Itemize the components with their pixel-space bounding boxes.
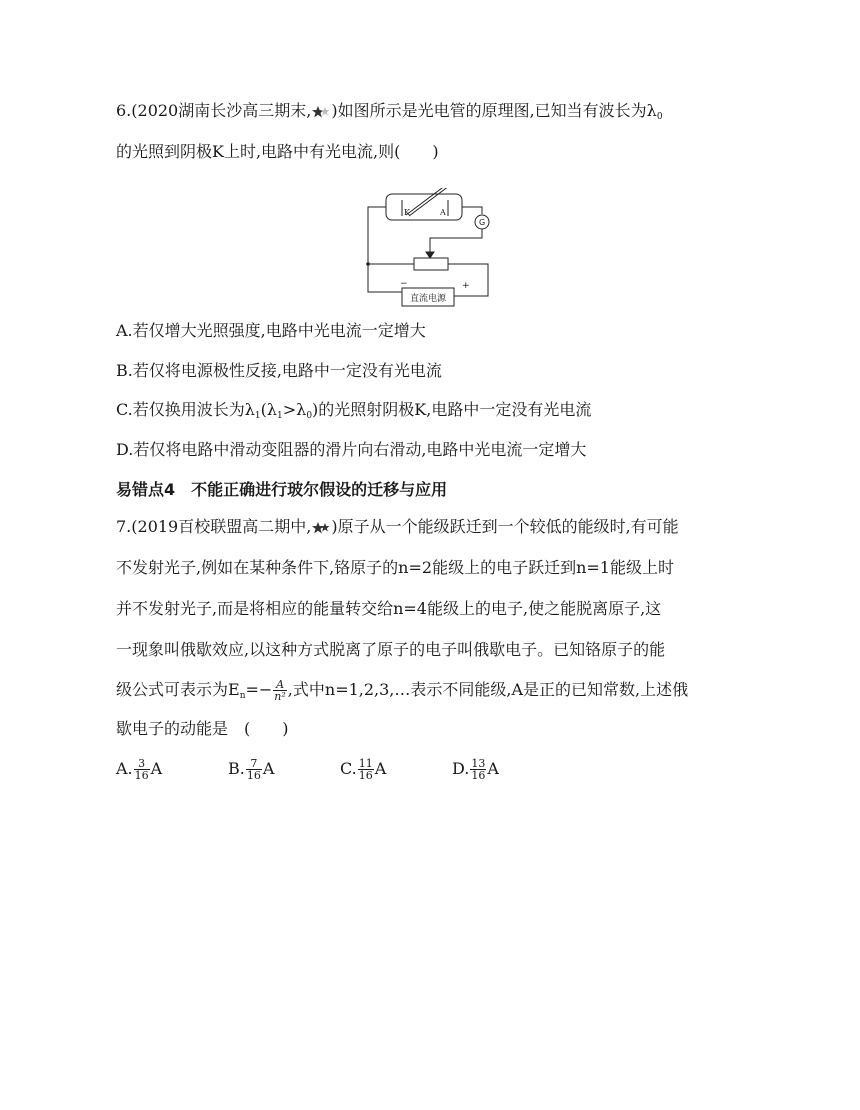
energy-level-fraction: $\frac{A}{\text{n²}}$ bbox=[274, 678, 286, 703]
lambda0-subscript: 0 bbox=[656, 112, 663, 122]
difficulty-stars-icon bbox=[311, 105, 331, 119]
q6-source-close: ) bbox=[331, 101, 338, 120]
label-G: G bbox=[479, 218, 486, 227]
q6-option-b: B.若仅将电源极性反接,电路中一定没有光电流 bbox=[116, 361, 442, 380]
q6-option-a: A.若仅增大光照强度,电路中光电流一定增大 bbox=[116, 321, 426, 340]
slider-arrow bbox=[426, 252, 434, 258]
q6-line-2: 的光照到阴极K上时,电路中有光电流,则( ) bbox=[116, 142, 439, 161]
light-ray-2 bbox=[409, 188, 453, 216]
wire-right-down bbox=[430, 229, 482, 252]
rheostat bbox=[414, 258, 448, 270]
q7-option-c: C. $\frac{11}{16}$ A bbox=[340, 757, 387, 782]
q7-source-close: ) bbox=[331, 517, 338, 536]
q6-source: (2020湖南长沙高三期末, bbox=[131, 101, 312, 120]
q7-option-b: B. $\frac{7}{16}$ A bbox=[228, 757, 275, 782]
q7-line-6: 歇电子的动能是 ( ) bbox=[116, 719, 289, 738]
q6-stem-line1: 如图所示是光电管的原理图,已知当有波长为λ bbox=[337, 101, 657, 120]
q7-line-2: 不发射光子,例如在某种条件下,铬原子的n=2能级上的电子跃迁到n=1能级上时 bbox=[116, 558, 674, 577]
q6-line-1 bbox=[116, 101, 663, 127]
q6-option-d: D.若仅将电路中滑动变阻器的滑片向右滑动,电路中光电流一定增大 bbox=[116, 440, 587, 459]
q7-line-5: 级公式可表示为$E_n=-$ $\frac{A}{\text{n²}}$ ,式中n=1,2,3,…表示不同能级,A是正的已知常数,上述俄 bbox=[116, 678, 689, 703]
q6-option-c: C.若仅换用波长为$\lambda_1(\lambda_1>\lambda_0)$的光照射阴极K,电路中一定没有光电流 bbox=[116, 400, 592, 421]
q7-source: (2019百校联盟高二期中, bbox=[131, 517, 312, 536]
q7-option-a: A. $\frac{3}{16}$ A bbox=[116, 757, 163, 782]
label-minus: − bbox=[400, 279, 408, 289]
phototube bbox=[386, 194, 462, 220]
power-supply-label: 直流电源 bbox=[409, 294, 447, 304]
difficulty-stars-icon bbox=[311, 521, 331, 535]
section-heading: 易错点4 不能正确进行玻尔假设的迁移与应用 bbox=[116, 480, 448, 499]
q7-line-4: 一现象叫俄歇效应,以这种方式脱离了原子的电子叫俄歇电子。已知铬原子的能 bbox=[116, 640, 666, 659]
q7-stem-line1: 原子从一个能级跃迁到一个较低的能级时,有可能 bbox=[337, 517, 679, 536]
q7-option-d: D. $\frac{13}{16}$ A bbox=[452, 757, 499, 782]
q6-number: 6. bbox=[116, 101, 132, 120]
wire-right bbox=[462, 207, 482, 214]
q7-number: 7. bbox=[116, 517, 132, 536]
label-plus: + bbox=[462, 281, 470, 291]
label-K: K bbox=[404, 208, 410, 217]
photoelectric-circuit-diagram bbox=[362, 188, 492, 308]
label-A: A bbox=[440, 208, 446, 217]
q7-line-1 bbox=[116, 517, 679, 537]
q7-line-3: 并不发射光子,而是将相应的能量转交给n=4能级上的电子,使之能脱离原子,这 bbox=[116, 599, 662, 618]
